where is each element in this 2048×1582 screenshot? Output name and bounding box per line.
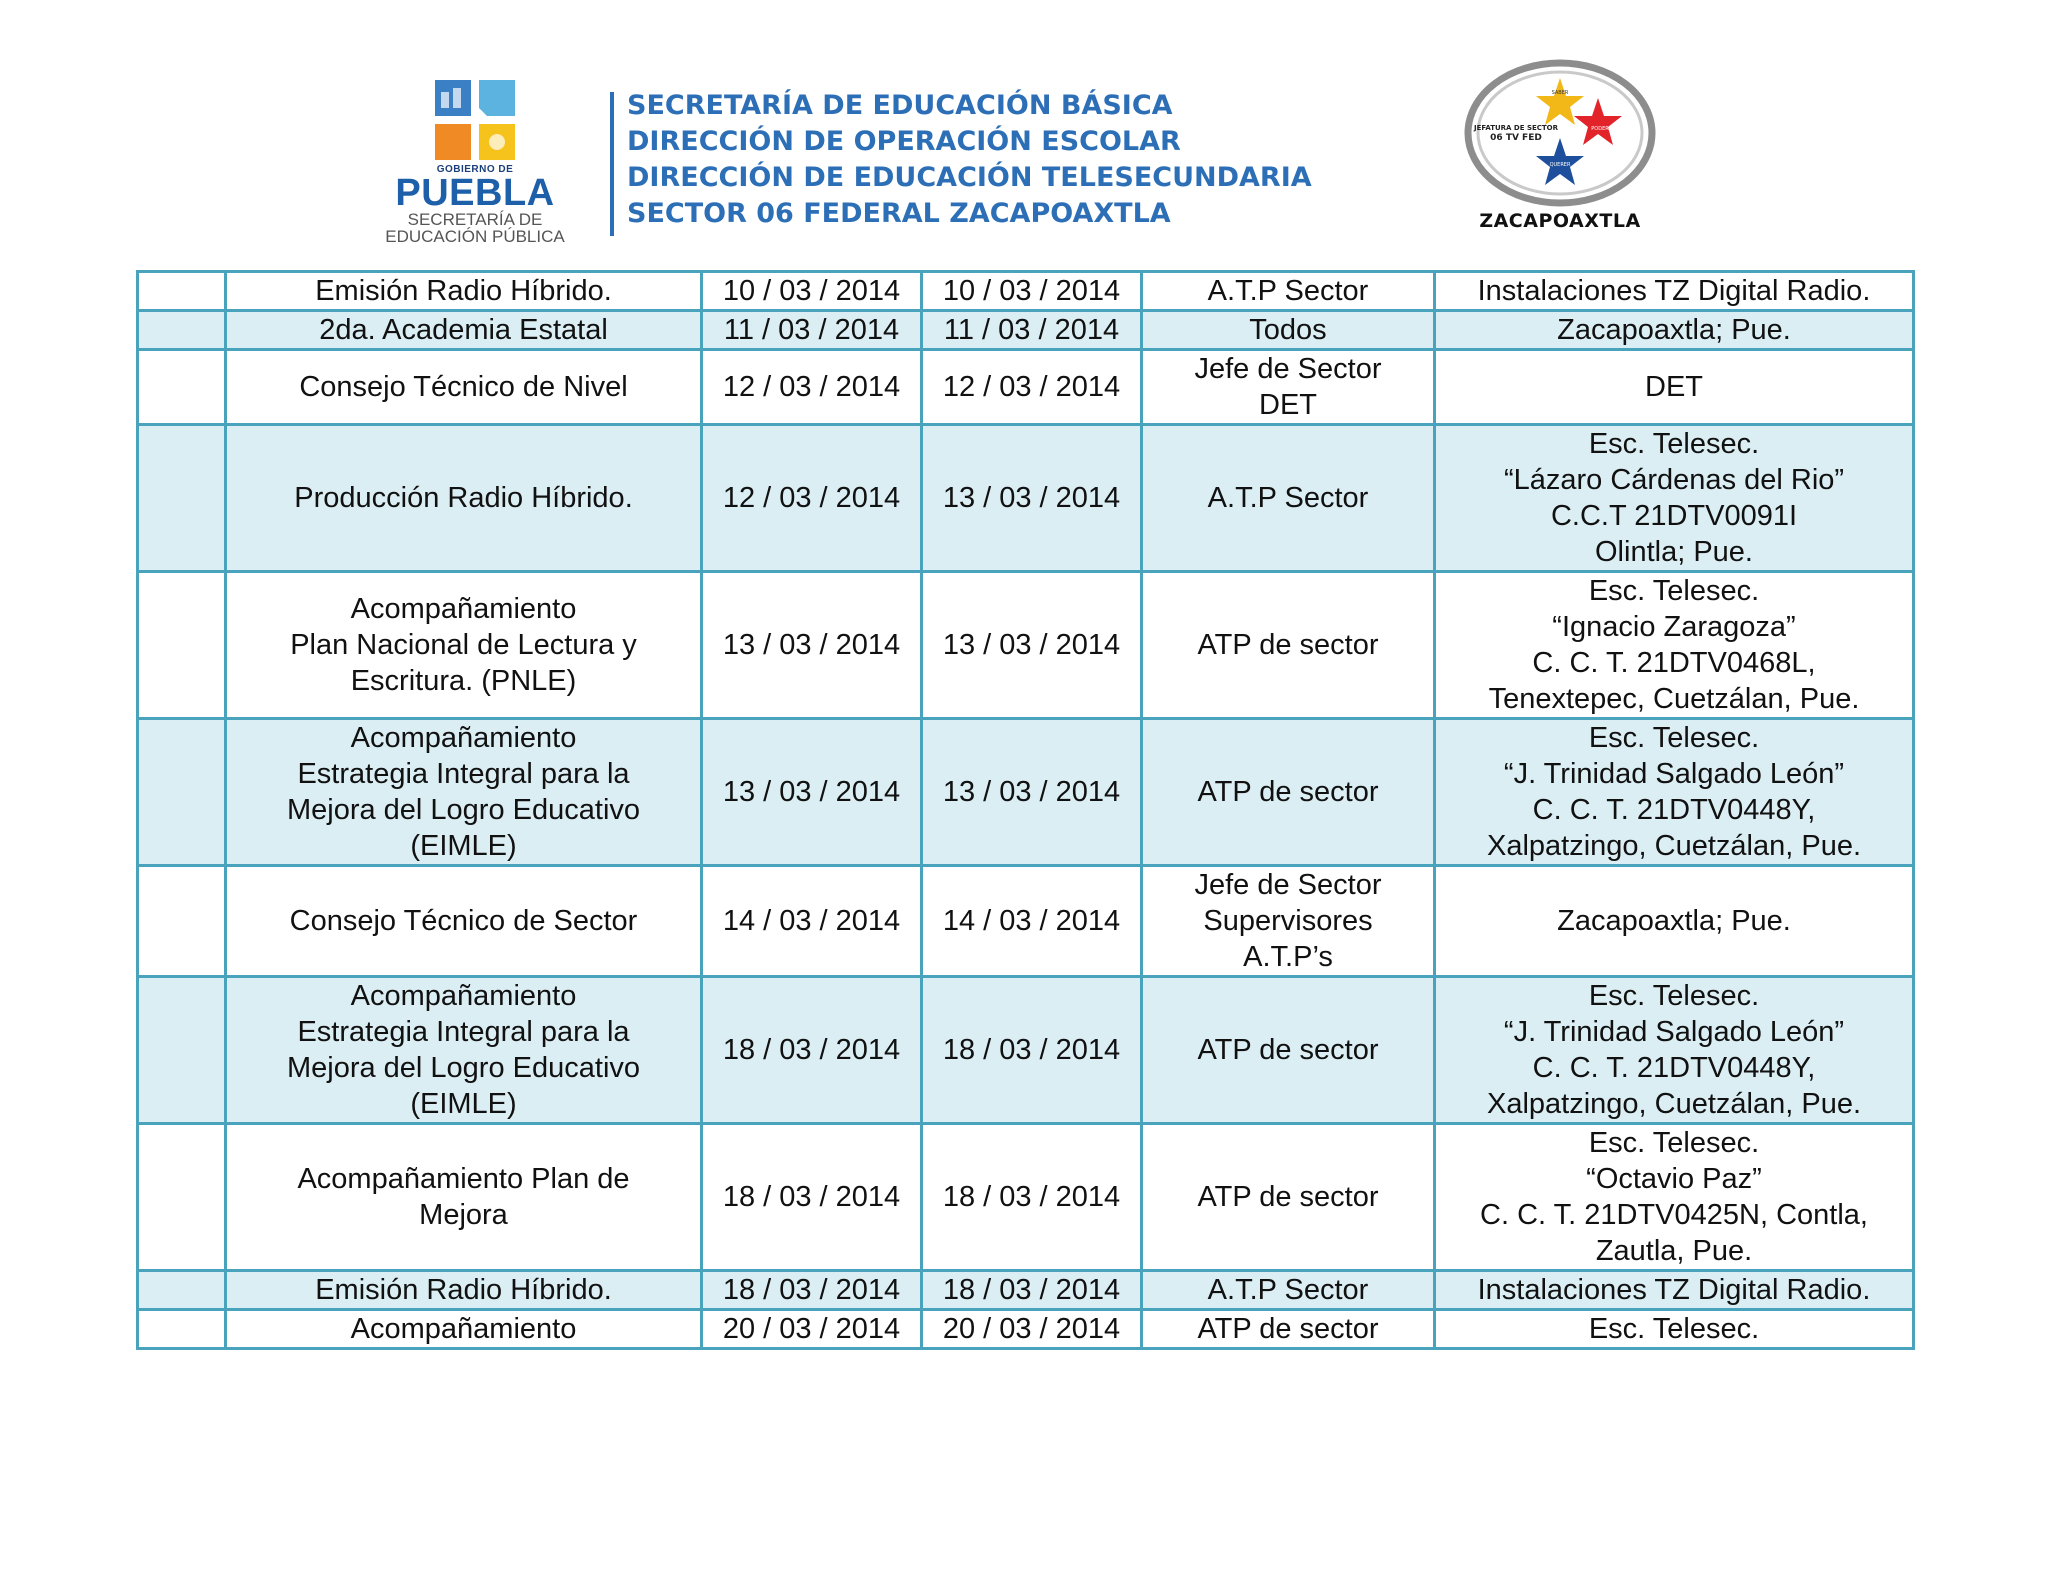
end-date-cell: 13 / 03 / 2014 [922, 425, 1142, 572]
steelers-style-emblem-icon [1460, 58, 1660, 208]
row-number-cell [138, 272, 226, 311]
start-date-cell: 18 / 03 / 2014 [702, 1124, 922, 1271]
table-row [138, 425, 1914, 572]
sector-logo-caption: ZACAPOAXTLA [1479, 210, 1641, 232]
place-cell: Instalaciones TZ Digital Radio. [1435, 272, 1914, 311]
start-date-cell: 14 / 03 / 2014 [702, 866, 922, 977]
responsible-cell: ATP de sector [1142, 1310, 1435, 1349]
responsible-cell: Todos [1142, 311, 1435, 350]
start-date-cell: 11 / 03 / 2014 [702, 311, 922, 350]
responsible-cell: Jefe de Sector DET [1142, 350, 1435, 425]
responsible-cell: ATP de sector [1142, 719, 1435, 866]
start-date-cell: 10 / 03 / 2014 [702, 272, 922, 311]
table-row [138, 719, 1914, 866]
activity-cell: Emisión Radio Híbrido. [226, 272, 702, 311]
header-title-block [627, 88, 1312, 232]
row-number-cell [138, 425, 226, 572]
table-row [138, 1124, 1914, 1271]
header-line-4: SECTOR 06 FEDERAL ZACAPOAXTLA [627, 198, 1171, 229]
end-date-cell: 13 / 03 / 2014 [922, 719, 1142, 866]
place-cell: Esc. Telesec. “J. Trinidad Salgado León” C. C. T. 21DTV0448Y, Xalpatzingo, Cuetzálan, Pue. [1435, 977, 1914, 1124]
activity-schedule-table [136, 270, 1915, 1350]
end-date-cell: 13 / 03 / 2014 [922, 572, 1142, 719]
end-date-cell: 20 / 03 / 2014 [922, 1310, 1142, 1349]
emblem-inner-text-1: JEFATURA DE SECTOR [1473, 124, 1559, 132]
document-header [0, 0, 2048, 260]
star-label-poder: PODER [1591, 126, 1609, 132]
place-cell: Zacapoaxtla; Pue. [1435, 866, 1914, 977]
end-date-cell: 10 / 03 / 2014 [922, 272, 1142, 311]
end-date-cell: 14 / 03 / 2014 [922, 866, 1142, 977]
row-number-cell [138, 1310, 226, 1349]
place-cell: Instalaciones TZ Digital Radio. [1435, 1271, 1914, 1310]
start-date-cell: 18 / 03 / 2014 [702, 1271, 922, 1310]
activity-cell: Producción Radio Híbrido. [226, 425, 702, 572]
start-date-cell: 13 / 03 / 2014 [702, 719, 922, 866]
responsible-cell: A.T.P Sector [1142, 1271, 1435, 1310]
activity-cell: Acompañamiento [226, 1310, 702, 1349]
puebla-logo-subtitle-2: EDUCACIÓN PÚBLICA [385, 227, 565, 246]
header-line-2: DIRECCIÓN DE OPERACIÓN ESCOLAR [627, 126, 1181, 157]
activity-cell: Acompañamiento Plan de Mejora [226, 1124, 702, 1271]
place-cell: Esc. Telesec. “Octavio Paz” C. C. T. 21DTV0425N, Contla, Zautla, Pue. [1435, 1124, 1914, 1271]
activity-cell: Acompañamiento Estrategia Integral para la Mejora del Logro Educativo (EIMLE) [226, 719, 702, 866]
place-cell: Esc. Telesec. “Ignacio Zaragoza” C. C. T. 21DTV0468L, Tenextepec, Cuetzálan, Pue. [1435, 572, 1914, 719]
row-number-cell [138, 866, 226, 977]
responsible-cell: ATP de sector [1142, 977, 1435, 1124]
puebla-government-logo [375, 78, 575, 246]
end-date-cell: 12 / 03 / 2014 [922, 350, 1142, 425]
row-number-cell [138, 719, 226, 866]
row-number-cell [138, 350, 226, 425]
activity-cell: Consejo Técnico de Sector [226, 866, 702, 977]
activity-cell: Emisión Radio Híbrido. [226, 1271, 702, 1310]
header-line-3: DIRECCIÓN DE EDUCACIÓN TELESECUNDARIA [627, 162, 1312, 193]
emblem-inner-text-2: 06 TV FED [1490, 133, 1542, 143]
place-cell: Esc. Telesec. “J. Trinidad Salgado León” C. C. T. 21DTV0448Y, Xalpatzingo, Cuetzálan, Pue. [1435, 719, 1914, 866]
table-row [138, 272, 1914, 311]
puebla-logo-small-text: GOBIERNO DE [436, 164, 514, 175]
puebla-emblem-icon [433, 78, 517, 162]
row-number-cell [138, 1124, 226, 1271]
start-date-cell: 13 / 03 / 2014 [702, 572, 922, 719]
responsible-cell: ATP de sector [1142, 1124, 1435, 1271]
table-row [138, 572, 1914, 719]
responsible-cell: ATP de sector [1142, 572, 1435, 719]
table-row [138, 311, 1914, 350]
activity-cell: Acompañamiento Plan Nacional de Lectura y Escritura. (PNLE) [226, 572, 702, 719]
start-date-cell: 12 / 03 / 2014 [702, 350, 922, 425]
activity-cell: Consejo Técnico de Nivel [226, 350, 702, 425]
row-number-cell [138, 572, 226, 719]
place-cell: Esc. Telesec. “Lázaro Cárdenas del Rio” C.C.T 21DTV0091I Olintla; Pue. [1435, 425, 1914, 572]
star-label-querer: QUERER [1549, 162, 1571, 168]
header-divider [610, 92, 614, 236]
row-number-cell [138, 1271, 226, 1310]
table-row [138, 866, 1914, 977]
puebla-logo-subtitle-1: SECRETARÍA DE [407, 210, 543, 229]
end-date-cell: 11 / 03 / 2014 [922, 311, 1142, 350]
table-row [138, 977, 1914, 1124]
star-label-saber: SABER [1551, 90, 1569, 96]
puebla-logo-title: PUEBLA [395, 172, 555, 214]
responsible-cell: Jefe de Sector Supervisores A.T.P’s [1142, 866, 1435, 977]
responsible-cell: A.T.P Sector [1142, 425, 1435, 572]
place-cell: DET [1435, 350, 1914, 425]
activity-cell: Acompañamiento Estrategia Integral para la Mejora del Logro Educativo (EIMLE) [226, 977, 702, 1124]
place-cell: Esc. Telesec. [1435, 1310, 1914, 1349]
activity-cell: 2da. Academia Estatal [226, 311, 702, 350]
header-line-1: SECRETARÍA DE EDUCACIÓN BÁSICA [627, 90, 1173, 121]
end-date-cell: 18 / 03 / 2014 [922, 1271, 1142, 1310]
responsible-cell: A.T.P Sector [1142, 272, 1435, 311]
end-date-cell: 18 / 03 / 2014 [922, 977, 1142, 1124]
start-date-cell: 20 / 03 / 2014 [702, 1310, 922, 1349]
place-cell: Zacapoaxtla; Pue. [1435, 311, 1914, 350]
start-date-cell: 18 / 03 / 2014 [702, 977, 922, 1124]
end-date-cell: 18 / 03 / 2014 [922, 1124, 1142, 1271]
row-number-cell [138, 311, 226, 350]
row-number-cell [138, 977, 226, 1124]
table-row [138, 350, 1914, 425]
table-row [138, 1271, 1914, 1310]
sector-logo [1460, 58, 1670, 238]
table-row [138, 1310, 1914, 1349]
start-date-cell: 12 / 03 / 2014 [702, 425, 922, 572]
